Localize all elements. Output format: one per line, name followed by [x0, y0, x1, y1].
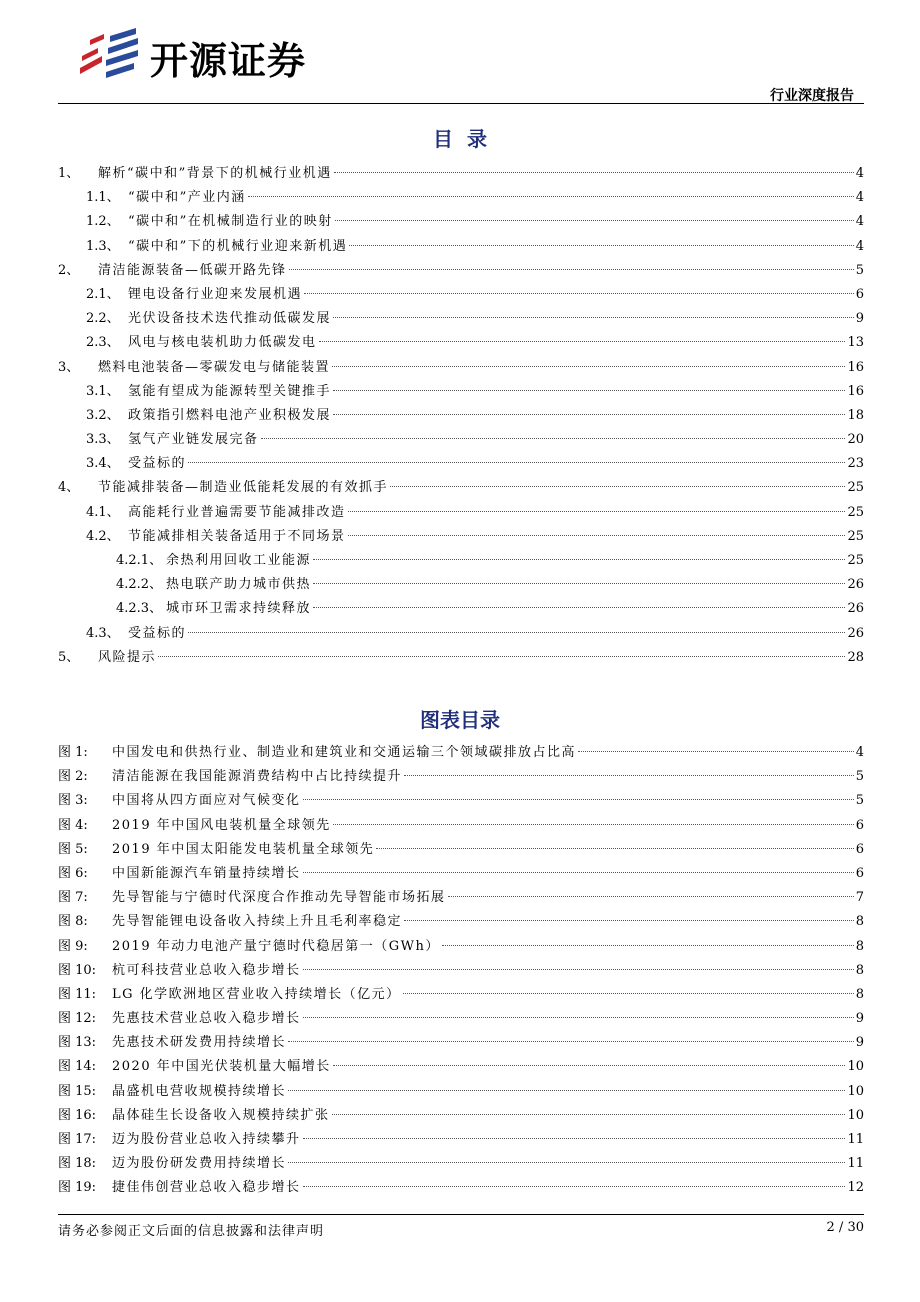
dot-leader [313, 607, 845, 608]
dot-leader [303, 872, 854, 873]
dot-leader [303, 969, 854, 970]
entry-number: 图 1: [58, 745, 88, 760]
dot-leader [304, 293, 854, 294]
entry-text: 燃料电池装备—零碳发电与储能装置 [98, 359, 331, 375]
footer-disclaimer: 请务必参阅正文后面的信息披露和法律声明 [58, 1224, 325, 1239]
entry-number: 图 15: [58, 1083, 97, 1099]
dot-leader [332, 366, 845, 367]
entry-page-number: 26 [847, 601, 864, 617]
toc-entry[interactable] [58, 356, 864, 380]
figure-entry[interactable] [58, 910, 864, 934]
figure-entry[interactable] [58, 1152, 864, 1176]
entry-text: 城市环卫需求持续释放 [166, 601, 312, 617]
entry-number: 图 10: [58, 962, 97, 978]
entry-number: 3.3、 [86, 432, 120, 448]
entry-page-number: 25 [847, 528, 864, 544]
entry-number: 4.2.3、 [116, 601, 163, 617]
toc-entry[interactable] [58, 283, 864, 307]
entry-number: 图 2: [58, 769, 88, 785]
entry-text: 先惠技术营业总收入稳步增长 [112, 1011, 301, 1027]
entry-number: 2.2、 [86, 311, 120, 327]
entry-page-number: 8 [855, 914, 864, 930]
dot-leader [288, 1090, 845, 1091]
entry-text: 受益标的 [128, 625, 187, 641]
entry-text: 杭可科技营业总收入稳步增长 [112, 962, 301, 978]
entry-page-number: 10 [847, 1059, 864, 1075]
dot-leader [333, 824, 854, 825]
entry-number: 图 14: [58, 1059, 97, 1075]
entry-page-number: 5 [855, 769, 864, 785]
toc-entry[interactable] [58, 259, 864, 283]
entry-page-number: 9 [855, 1035, 864, 1051]
dot-leader [448, 896, 854, 897]
figure-entry[interactable] [58, 765, 864, 789]
entry-text: 2019 年中国太阳能发电装机量全球领先 [112, 841, 375, 857]
entry-number: 4、 [58, 480, 80, 496]
entry-text: 晶盛机电营收规模持续增长 [112, 1083, 287, 1099]
entry-text: 解析“碳中和”背景下的机械行业机遇 [98, 166, 332, 181]
entry-text: 风险提示 [98, 649, 157, 665]
figure-entry[interactable] [58, 862, 864, 886]
dot-leader [334, 172, 854, 173]
entry-number: 3.2、 [86, 407, 120, 423]
figures-list [58, 741, 864, 1201]
entry-page-number: 7 [855, 890, 864, 906]
entry-page-number: 6 [855, 286, 864, 302]
entry-page-number: 13 [847, 335, 864, 351]
entry-text: “碳中和”产业内涵 [128, 190, 246, 206]
entry-page-number: 11 [847, 1156, 864, 1172]
dot-leader [442, 945, 854, 946]
entry-text: “碳中和”下的机械行业迎来新机遇 [128, 238, 348, 254]
toc-entry[interactable] [58, 476, 864, 500]
entry-number: 图 17: [58, 1132, 97, 1147]
toc-entry[interactable] [58, 162, 864, 186]
entry-text: 氢能有望成为能源转型关键推手 [128, 383, 332, 399]
dot-leader [404, 920, 854, 921]
dot-leader [390, 486, 845, 487]
entry-page-number: 8 [855, 986, 864, 1002]
entry-page-number: 8 [855, 962, 864, 978]
entry-page-number: 28 [847, 649, 864, 665]
kaiyuan-logo-icon [76, 26, 146, 82]
entry-number: 图 19: [58, 1180, 97, 1196]
toc-title: 目 录 [433, 127, 487, 151]
entry-text: 氢气产业链发展完备 [128, 432, 259, 448]
figure-entry[interactable] [58, 1007, 864, 1031]
entry-page-number: 25 [847, 504, 864, 520]
entry-number: 图 4: [58, 817, 88, 833]
entry-number: 图 12: [58, 1011, 97, 1027]
toc-entry[interactable] [58, 186, 864, 210]
toc-entry[interactable] [58, 452, 864, 476]
entry-page-number: 26 [847, 625, 864, 641]
toc-entry[interactable] [58, 597, 864, 621]
entry-text: 2019 年动力电池产量宁德时代稳居第一（GWh） [112, 938, 440, 954]
dot-leader [188, 632, 845, 633]
entry-page-number: 4 [855, 214, 864, 230]
dot-leader [335, 220, 854, 221]
figure-entry[interactable] [58, 1128, 864, 1152]
entry-text: 中国将从四方面应对气候变化 [112, 793, 301, 809]
entry-page-number: 11 [847, 1132, 864, 1147]
toc-entry[interactable] [58, 404, 864, 428]
entry-number: 图 11: [58, 986, 97, 1002]
dot-leader [248, 196, 854, 197]
entry-page-number: 4 [855, 238, 864, 254]
entry-page-number: 25 [847, 553, 864, 568]
entry-number: 4.2.2、 [116, 577, 163, 593]
entry-page-number: 6 [855, 865, 864, 881]
entry-number: 3、 [58, 359, 80, 375]
entry-number: 图 7: [58, 890, 88, 906]
dot-leader [348, 511, 846, 512]
dot-leader [319, 341, 846, 342]
entry-number: 图 9: [58, 938, 88, 954]
entry-page-number: 9 [855, 311, 864, 327]
figure-entry[interactable] [58, 1176, 864, 1200]
figure-entry[interactable] [58, 983, 864, 1007]
entry-page-number: 25 [847, 480, 864, 496]
entry-page-number: 6 [855, 841, 864, 857]
toc-list [58, 162, 864, 670]
entry-text: 迈为股份研发费用持续增长 [112, 1156, 287, 1172]
entry-number: 4.2、 [86, 528, 120, 544]
entry-page-number: 9 [855, 1011, 864, 1027]
entry-page-number: 4 [855, 166, 864, 181]
entry-text: 2020 年中国光伏装机量大幅增长 [112, 1059, 331, 1075]
entry-text: 先导智能锂电设备收入持续上升且毛利率稳定 [112, 914, 403, 930]
entry-number: 1、 [58, 166, 80, 181]
entry-text: LG 化学欧洲地区营业收入持续增长（亿元） [112, 986, 401, 1002]
entry-page-number: 6 [855, 817, 864, 833]
entry-page-number: 8 [855, 938, 864, 954]
dot-leader [578, 751, 854, 752]
toc-entry[interactable] [58, 573, 864, 597]
toc-entry[interactable] [58, 549, 864, 573]
entry-page-number: 23 [847, 456, 864, 472]
entry-text: 高能耗行业普遍需要节能减排改造 [128, 504, 346, 520]
entry-number: 5、 [58, 649, 80, 665]
entry-number: 4.1、 [86, 504, 120, 520]
header-divider [58, 103, 864, 104]
entry-number: 1.3、 [86, 238, 120, 254]
report-type-label: 行业深度报告 [770, 88, 854, 104]
toc-entry[interactable] [58, 331, 864, 355]
figure-entry[interactable] [58, 789, 864, 813]
dot-leader [349, 245, 853, 246]
entry-text: 2019 年中国风电装机量全球领先 [112, 817, 331, 833]
entry-number: 图 8: [58, 914, 88, 930]
entry-text: 先惠技术研发费用持续增长 [112, 1035, 287, 1051]
toc-entry[interactable] [58, 646, 864, 670]
entry-number: 图 3: [58, 793, 88, 809]
figure-entry[interactable] [58, 1055, 864, 1079]
dot-leader [303, 1186, 846, 1187]
entry-text: 节能减排相关装备适用于不同场景 [128, 528, 346, 544]
dot-leader [348, 535, 846, 536]
dot-leader [376, 848, 854, 849]
entry-text: 迈为股份营业总收入持续攀升 [112, 1132, 301, 1147]
entry-number: 图 13: [58, 1035, 97, 1051]
dot-leader [188, 462, 845, 463]
figure-entry[interactable] [58, 741, 864, 765]
dot-leader [303, 1017, 854, 1018]
dot-leader [333, 390, 845, 391]
figure-entry[interactable] [58, 814, 864, 838]
dot-leader [313, 583, 845, 584]
entry-page-number: 5 [855, 262, 864, 278]
entry-text: 捷佳伟创营业总收入稳步增长 [112, 1180, 301, 1196]
entry-text: 热电联产助力城市供热 [166, 577, 312, 593]
entry-number: 图 6: [58, 865, 88, 881]
entry-text: 先导智能与宁德时代深度合作推动先导智能市场拓展 [112, 890, 446, 906]
entry-page-number: 20 [847, 432, 864, 448]
toc-entry[interactable] [58, 210, 864, 234]
entry-text: “碳中和”在机械制造行业的映射 [128, 214, 333, 230]
dot-leader [333, 1065, 846, 1066]
brand-name: 开源证券 [150, 39, 307, 83]
entry-page-number: 18 [847, 407, 864, 423]
entry-text: 中国新能源汽车销量持续增长 [112, 865, 301, 881]
entry-number: 1.1、 [86, 190, 120, 206]
entry-page-number: 4 [855, 190, 864, 206]
dot-leader [158, 656, 845, 657]
dot-leader [303, 799, 854, 800]
toc-entry[interactable] [58, 235, 864, 259]
entry-text: 清洁能源在我国能源消费结构中占比持续提升 [112, 769, 403, 785]
dot-leader [404, 775, 854, 776]
entry-text: 锂电设备行业迎来发展机遇 [128, 286, 303, 302]
entry-text: 余热利用回收工业能源 [166, 553, 312, 568]
entry-number: 图 18: [58, 1156, 97, 1172]
figure-entry[interactable] [58, 886, 864, 910]
toc-entry[interactable] [58, 380, 864, 404]
figure-entry[interactable] [58, 1080, 864, 1104]
entry-text: 政策指引燃料电池产业积极发展 [128, 407, 332, 423]
entry-number: 2、 [58, 262, 80, 278]
toc-entry[interactable] [58, 428, 864, 452]
entry-number: 4.2.1、 [116, 553, 163, 568]
figure-entry[interactable] [58, 1031, 864, 1055]
entry-number: 2.1、 [86, 286, 120, 302]
dot-leader [289, 269, 854, 270]
toc-entry[interactable] [58, 525, 864, 549]
entry-number: 2.3、 [86, 335, 120, 351]
entry-page-number: 5 [855, 793, 864, 809]
entry-number: 3.4、 [86, 456, 120, 472]
entry-page-number: 16 [847, 383, 864, 399]
entry-text: 晶体硅生长设备收入规模持续扩张 [112, 1107, 330, 1123]
footer-page-indicator: 2 / 30 [826, 1220, 864, 1235]
figure-entry[interactable] [58, 959, 864, 983]
figure-entry[interactable] [58, 935, 864, 959]
entry-number: 图 5: [58, 841, 88, 857]
toc-entry[interactable] [58, 622, 864, 646]
dot-leader [333, 414, 845, 415]
entry-text: 风电与核电装机助力低碳发电 [128, 335, 317, 351]
page-header [0, 0, 920, 110]
dot-leader [313, 559, 845, 560]
entry-page-number: 10 [847, 1083, 864, 1099]
entry-number: 4.3、 [86, 625, 120, 641]
entry-text: 中国发电和供热行业、制造业和建筑业和交通运输三个领域碳排放占比高 [112, 745, 577, 760]
entry-page-number: 12 [847, 1180, 864, 1196]
dot-leader [403, 993, 854, 994]
toc-entry[interactable] [58, 501, 864, 525]
dot-leader [303, 1138, 846, 1139]
dot-leader [332, 1114, 846, 1115]
dot-leader [261, 438, 846, 439]
entry-number: 1.2、 [86, 214, 120, 230]
dot-leader [288, 1041, 854, 1042]
entry-page-number: 16 [847, 359, 864, 375]
figures-title: 图表目录 [420, 708, 500, 732]
entry-page-number: 4 [855, 745, 864, 760]
entry-text: 节能减排装备—制造业低能耗发展的有效抓手 [98, 480, 389, 496]
entry-number: 3.1、 [86, 383, 120, 399]
footer-divider [58, 1214, 864, 1215]
entry-page-number: 10 [847, 1107, 864, 1123]
figure-entry[interactable] [58, 1104, 864, 1128]
entry-number: 图 16: [58, 1107, 97, 1123]
figure-entry[interactable] [58, 838, 864, 862]
entry-page-number: 26 [847, 577, 864, 593]
dot-leader [333, 317, 854, 318]
entry-text: 受益标的 [128, 456, 187, 472]
toc-entry[interactable] [58, 307, 864, 331]
entry-text: 光伏设备技术迭代推动低碳发展 [128, 311, 332, 327]
dot-leader [288, 1162, 845, 1163]
entry-text: 清洁能源装备—低碳开路先锋 [98, 262, 287, 278]
